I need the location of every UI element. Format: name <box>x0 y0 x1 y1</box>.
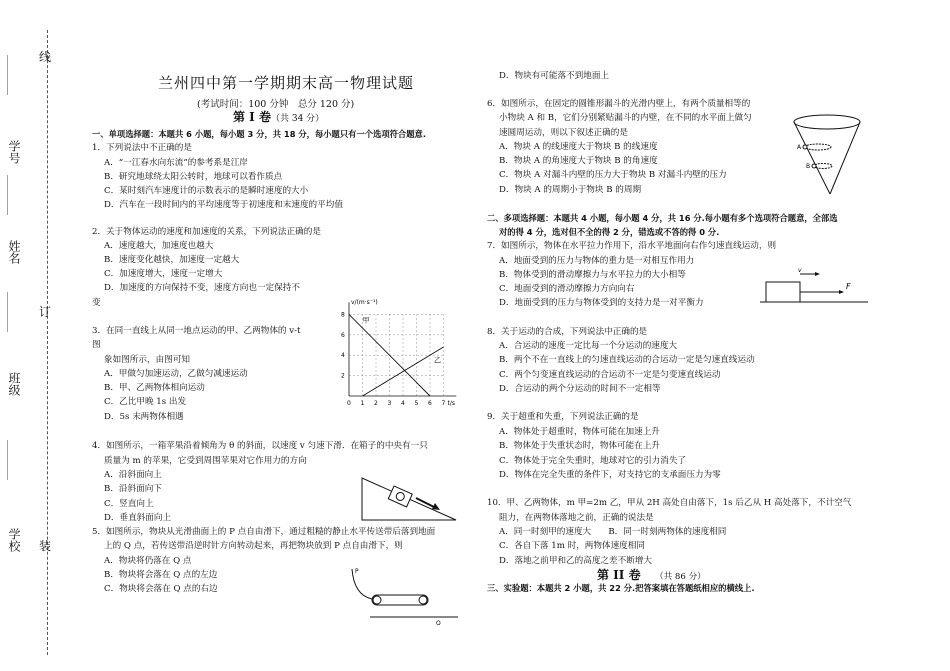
right-line-0: D．物块有可能落不到地面上 <box>499 71 610 81</box>
binding-text-zhuang: 装 <box>39 539 52 553</box>
right-line-2: 小物块 A 和 B，它们分别紧贴漏斗的内壁，在不同的水平面上做匀 <box>499 113 752 123</box>
left-line-10: D．加速度的方向保持不变，速度方向也一定保持不 <box>104 283 300 293</box>
left-line-26: 上的 Q 点，若传送带沿逆时针方向转动起来，再把物块放到 P 点自由滑下，则 <box>104 541 403 551</box>
right-line-25: 10．甲、乙两物体，m 甲=2m 乙，甲从 2H 高处自由落下，1s 后乙从 H 高处落下，不计空气 <box>487 498 852 508</box>
right-line-16: A．合运动的速度一定比每一个分运动的速度大 <box>499 341 678 351</box>
right-line-28: C．各自下落 1m 时，两物体速度相同 <box>499 541 645 551</box>
y-tick-label: 4 <box>341 352 345 360</box>
binding-text-ding: 订 <box>39 305 52 319</box>
conveyor-belt <box>372 595 428 605</box>
series-label-1: 乙 <box>434 356 442 365</box>
x-axis-label: t/s <box>447 400 455 406</box>
right-line-29: D．落地之前甲和乙的高度之差不断增大 <box>499 556 652 566</box>
right-line-3: 速圆周运动，则以下叙述正确的是 <box>499 128 628 138</box>
x-tick-label: 1 <box>360 400 365 406</box>
right-line-13: C．地面受到的滑动摩擦力方向向右 <box>499 284 635 294</box>
y-tick-label: 8 <box>341 311 345 319</box>
name-blank[interactable]: ________ <box>7 175 18 215</box>
right-line-17: B．两个不在一直线上的匀速直线运动的合运动一定是匀速直线运动 <box>499 355 755 365</box>
class-label: 班级 <box>7 372 21 396</box>
right-line-31: 三、实验题：本题共 2 小题，共 22 分.把答案填在答题纸相应的横线上. <box>487 583 755 593</box>
left-line-12: 3．在同一直线上从同一地点运动的甲、乙两物体的 v-t <box>92 326 301 336</box>
velocity-arrow-head <box>815 272 820 276</box>
exam-subtitle: (考试时间：100 分钟 总分 120 分) <box>197 99 355 110</box>
right-line-11: A．地面受到的压力与物体的重力是一对相互作用力 <box>499 256 695 266</box>
right-line-14: D．地面受到的压力与物体受到的支持力是一对平衡力 <box>499 298 704 308</box>
y-axis-label: v/(m·s⁻¹) <box>351 299 378 306</box>
right-line-18: C．两个匀变速直线运动的合运动不一定是匀变速直线运动 <box>499 370 721 380</box>
left-line-23: C．竖直向上 <box>104 499 154 509</box>
left-line-9: C．加速度增大，速度一定增大 <box>104 269 223 279</box>
left-line-25: 5．如图所示，物块从光滑曲面上的 P 点自由滑下，通过粗糙的静止水平传送带后落到地面 <box>92 527 436 537</box>
velocity-label: v <box>798 268 802 274</box>
x-tick-label: 7 <box>441 400 446 406</box>
left-line-0: 一、单项选择题：本题共 6 小题，每小题 3 分，共 18 分，每小题只有一个选项符合题意. <box>92 129 426 139</box>
belt-pulley-left <box>373 596 381 604</box>
series-label-0: 甲 <box>362 316 370 325</box>
block-b-label: B <box>806 163 811 170</box>
x-tick-label: 3 <box>387 400 392 406</box>
school-blank[interactable]: ________ <box>7 440 18 480</box>
left-line-15: A．甲做匀加速运动，乙做匀减速运动 <box>104 369 248 379</box>
left-line-17: C．乙比甲晚 1s 出发 <box>104 397 187 407</box>
right-line-19: D．合运动的两个分运动的时间不一定相等 <box>499 384 661 394</box>
right-line-24: D．物体在完全失重的条件下，对支持它的支承面压力为零 <box>499 470 721 480</box>
x-tick-label: 4 <box>401 400 405 406</box>
x-tick-label: 2 <box>374 400 378 406</box>
right-line-5: B．物块 A 的角速度大于物块 B 的角速度 <box>499 156 658 166</box>
orbit-a <box>805 144 831 150</box>
binding-text-xian: 线 <box>39 50 52 64</box>
left-line-29: C．物块将会落在 Q 点的右边 <box>104 584 218 594</box>
left-line-21: A．沿斜面向上 <box>104 470 162 480</box>
student-id-blank[interactable]: ________ <box>7 55 18 95</box>
right-line-6: C．物块 A 对漏斗内壁的压力大于物块 B 对漏斗内壁的压力 <box>499 170 727 180</box>
incline-figure <box>360 468 460 526</box>
block-a-label: A <box>797 144 802 151</box>
vt-chart <box>335 296 460 406</box>
y-tick-label: 2 <box>341 372 345 380</box>
exam-title: 兰州四中第一学期期末高一物理试题 <box>158 74 415 92</box>
cone-edge-left <box>794 122 830 194</box>
right-line-12: B．物体受到的滑动摩擦力与水平拉力的大小相等 <box>499 270 686 280</box>
class-blank[interactable]: ________ <box>7 292 18 332</box>
right-line-15: 8．关于运动的合成，下列说法中正确的是 <box>487 327 648 337</box>
volume-1-heading <box>233 112 324 125</box>
left-line-8: B．速度变化越快，加速度一定越大 <box>104 255 240 265</box>
block-body <box>766 282 800 302</box>
belt-pulley-right <box>419 596 427 604</box>
left-line-18: D．5s 末两物体相遇 <box>104 412 184 422</box>
left-line-16: B．甲、乙两物体相向运动 <box>104 383 205 393</box>
volume-2-score: （共 86 分） <box>655 572 706 582</box>
right-line-23: C．物体处于完全失重时，地球对它的引力消失了 <box>499 456 687 466</box>
point-p-label: P <box>355 568 359 575</box>
left-line-4: C．某时刻汽车速度计的示数表示的是瞬时速度的大小 <box>104 186 309 196</box>
left-line-1: 1．下列说法中不正确的是 <box>92 143 192 153</box>
binding-line <box>47 30 48 655</box>
x-tick-label: 5 <box>414 400 419 406</box>
conveyor-figure <box>350 565 460 625</box>
x-tick-label: 6 <box>428 400 432 406</box>
block-force-figure <box>760 268 870 308</box>
cone-edge-right <box>830 122 860 194</box>
right-line-8: 二、多项选择题：本题共 4 小题，每小题 4 分，共 16 分.每小题有多个选项符合题意，全部选 <box>487 213 838 223</box>
force-arrow-head <box>839 290 844 294</box>
force-label: F <box>846 282 851 291</box>
right-line-30: 第 II 卷 <box>597 568 641 582</box>
cone-figure <box>790 112 865 197</box>
cone-rim <box>794 115 860 129</box>
right-line-21: A．物体处于超重时，物体可能在加速上升 <box>499 427 660 437</box>
left-line-13: 图 <box>92 340 101 350</box>
left-line-7: A．速度越大，加速度也越大 <box>104 241 214 251</box>
left-line-20: 质量为 m 的苹果，它受到周围苹果对它作用力的方向 <box>104 456 307 466</box>
left-line-14: 象如图所示，由图可知 <box>104 355 190 365</box>
left-line-3: B．研究地球绕太阳公转时，地球可以看作质点 <box>104 172 283 182</box>
left-line-6: 2．关于物体运动的速度和加速度的关系，下列说法正确的是 <box>92 227 321 237</box>
right-line-10: 7．如图所示，物体在水平拉力作用下，沿水平地面向右作匀速直线运动，则 <box>487 241 777 251</box>
orbit-b <box>814 164 832 169</box>
left-line-28: B．物块将会落在 Q 点的左边 <box>104 570 218 580</box>
right-line-26: 阻力，在两物体落地之前，正确的说法是 <box>499 513 654 523</box>
right-line-9: 对的得 4 分，选对但不全的得 2 分，错选或不答的得 0 分. <box>499 227 720 237</box>
left-line-27: A．物块将仍落在 Q 点 <box>104 556 192 566</box>
left-line-5: D．汽车在一段时间内的平均速度等于初速度和末速度的平均值 <box>104 200 343 210</box>
right-line-20: 9．关于超重和失重，下列说法正确的是 <box>487 412 639 422</box>
right-line-22: B．物体处于失重状态时，物体可能在上升 <box>499 441 661 451</box>
left-line-2: A．“一江春水向东流”的参考系是江岸 <box>104 158 248 168</box>
right-line-27: A．同一时刻甲的速度大 B．同一时刻两物体的速度相同 <box>499 527 727 537</box>
left-line-11: 变 <box>92 298 101 308</box>
left-line-24: D．垂直斜面向上 <box>104 513 172 523</box>
y-tick-label: 6 <box>341 331 345 339</box>
point-q-label: Q <box>436 620 441 625</box>
left-line-22: B．沿斜面向下 <box>104 484 162 494</box>
name-label: 姓名 <box>7 240 21 264</box>
volume-1-score: （共 34 分） <box>270 114 325 124</box>
x-tick-label: 0 <box>347 400 351 406</box>
student-id-label: 学号 <box>7 140 21 164</box>
right-line-7: D．物块 A 的周期小于物块 B 的周期 <box>499 185 642 195</box>
right-line-4: A．物块 A 的线速度大于物块 B 的线速度 <box>499 142 658 152</box>
left-line-19: 4．如图所示，一箱苹果沿着倾角为 θ 的斜面，以速度 v 匀速下滑．在箱子的中央有一只 <box>92 441 428 451</box>
school-label: 学校 <box>7 528 21 552</box>
volume-1-label: 第 I 卷 <box>233 110 271 124</box>
block-b <box>812 164 816 168</box>
right-line-1: 6．如图所示，在固定的圆锥形漏斗的光滑内壁上，有两个质量相等的 <box>487 99 751 109</box>
block-a <box>803 145 807 149</box>
